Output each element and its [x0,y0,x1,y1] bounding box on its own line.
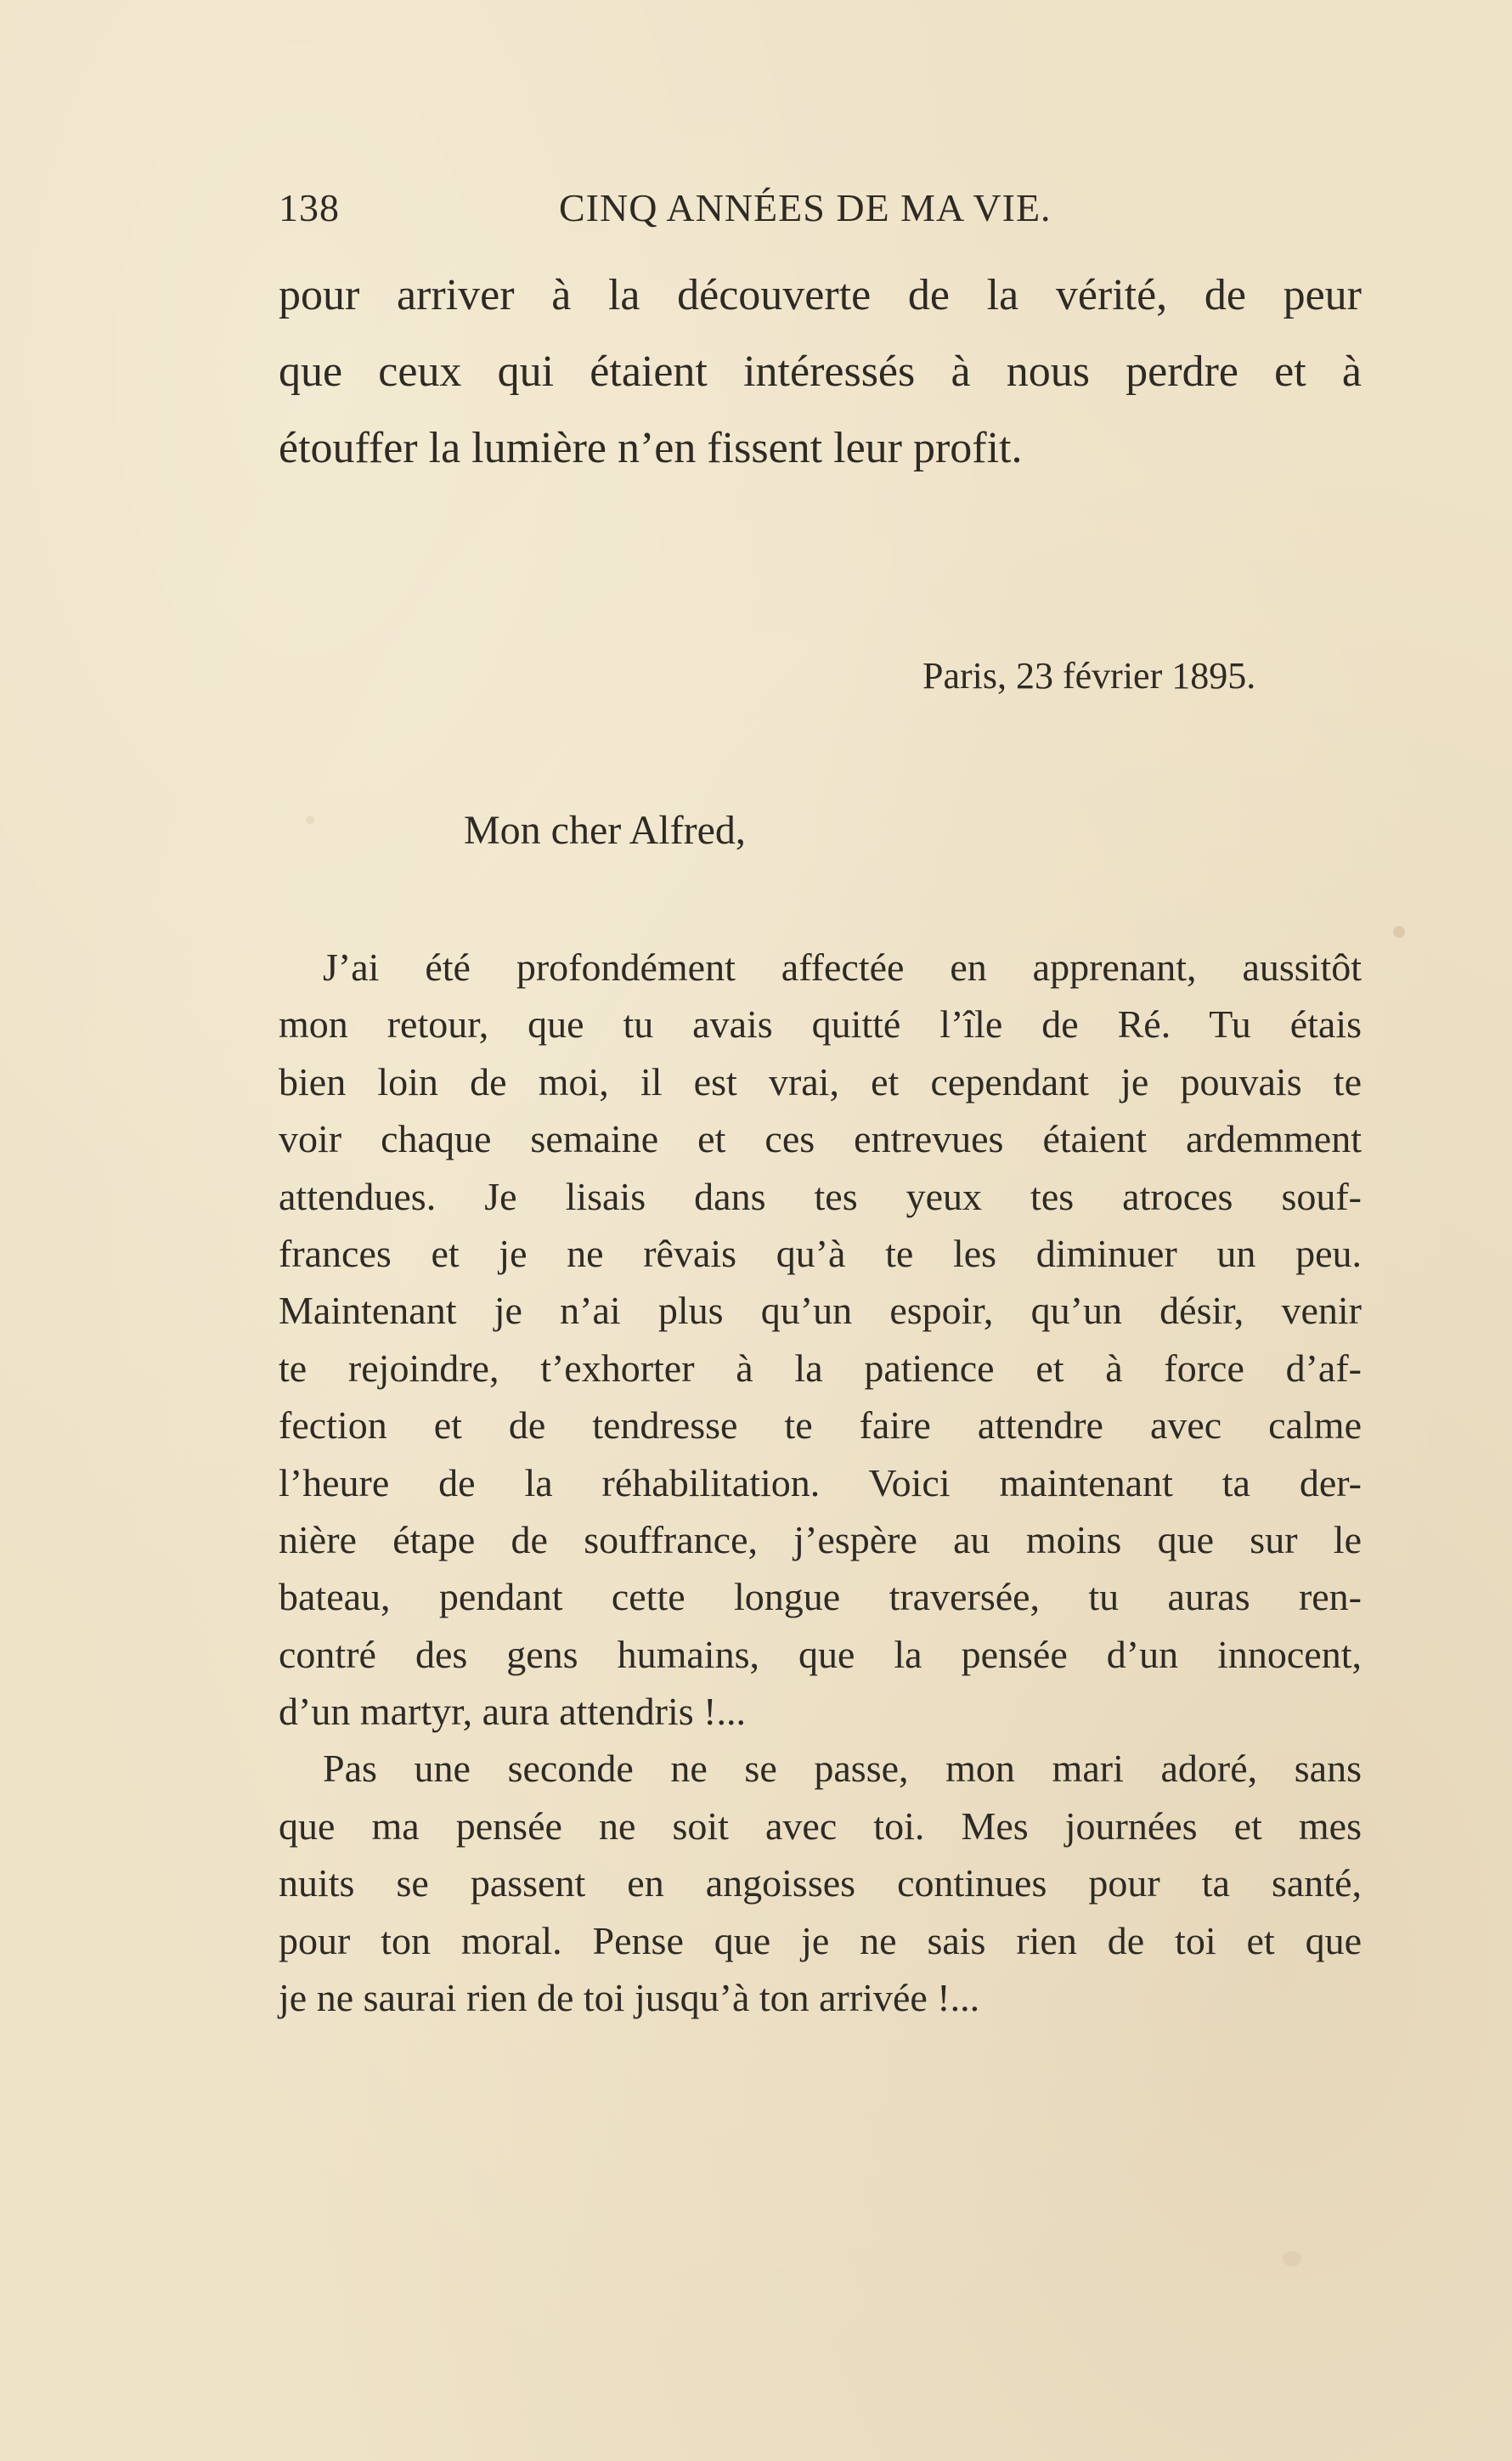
text-line: voir chaque semaine et ces entrevues étaient ardemment [279,1117,1362,1161]
text-line: Maintenant je n’ai plus qu’un espoir, qu’un désir, venir [279,1289,1362,1333]
text-line: bien loin de moi, il est vrai, et cependant je pouvais te [279,1059,1362,1103]
text-line: que ma pensée ne soit avec toi. Mes journées et mes [279,1803,1362,1848]
text-line: fection et de tendresse te faire attendre avec calme [279,1403,1362,1448]
text-line: pour arriver à la découverte de la vérité, de peur [279,271,1362,319]
text-line: que ceux qui étaient intéressés à nous perdre et à [279,347,1362,396]
text-line: nière étape de souffrance, j’espère au moins que sur le [279,1517,1362,1561]
paper-stain [306,816,314,824]
text-line: mon retour, que tu avais quitté l’île de Ré. Tu étais [279,1002,1362,1047]
text-line: contré des gens humains, que la pensée d’un innocent, [279,1632,1362,1676]
text-line: pour ton moral. Pense que je ne sais rien de toi et que [279,1918,1362,1962]
text-line: J’ai été profondément affectée en apprenant, aussitôt [323,945,1362,989]
text-line: nuits se passent en angoisses continues pour ta santé, [279,1861,1362,1905]
text-line: te rejoindre, t’exhorter à la patience et à force d’af- [279,1346,1362,1390]
paper-stain [1283,2251,1301,2266]
text-line: bateau, pendant cette longue traversée, tu auras ren- [279,1575,1362,1619]
letter-dateline: Paris, 23 février 1895. [922,655,1256,697]
running-header [279,185,1374,236]
text-line: attendues. Je lisais dans tes yeux tes atroces souf- [279,1174,1362,1218]
letter-body [279,945,1362,2035]
text-line: frances et je ne rêvais qu’à te les diminuer un peu. [279,1231,1362,1275]
text-line: Pas une seconde ne se passe, mon mari adoré, sans [323,1747,1362,1791]
page-number: 138 [279,186,340,229]
text-line: l’heure de la réhabilitation. Voici maintenant ta der- [279,1460,1362,1504]
text-line: étouffer la lumière n’en fissent leur profit. [279,424,1023,472]
letter-salutation: Mon cher Alfred, [464,808,746,853]
paper-stain [1393,926,1405,938]
running-title: CINQ ANNÉES DE MA VIE. [559,186,1052,229]
text-line: je ne saurai rien de toi jusqu’à ton arrivée !... [279,1976,980,2020]
opening-paragraph [279,271,1362,503]
text-line: d’un martyr, aura attendris !... [279,1690,746,1734]
